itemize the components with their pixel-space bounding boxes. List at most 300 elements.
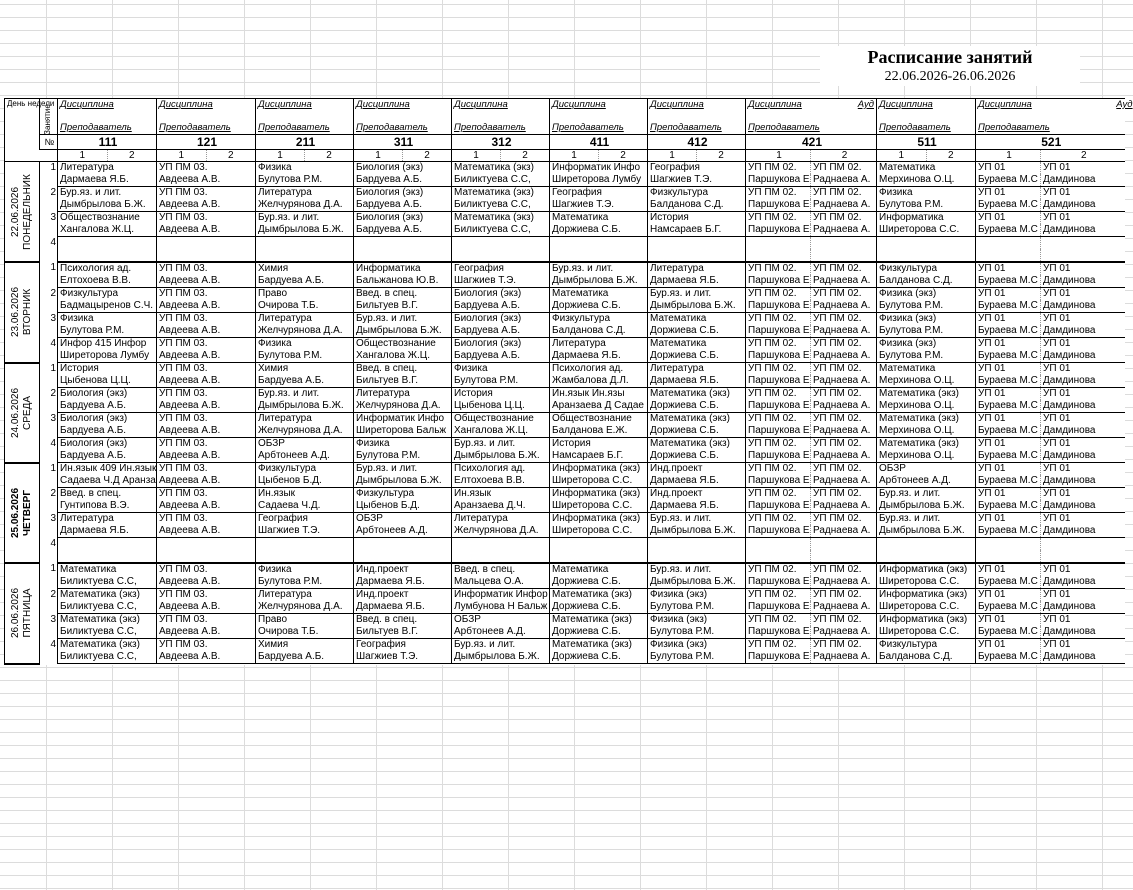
subgroup-number-part: 1: [178, 150, 185, 161]
teacher-cell: Дымбрылова Б.Ж.: [354, 475, 452, 488]
discipline-cell: Информатика (экз): [877, 614, 976, 627]
teacher-cell: Ширеторова С.С.: [877, 224, 976, 237]
teacher-cell: Мерхинова О.Ц.: [877, 375, 976, 388]
discipline-cell: Биология (экз): [452, 288, 550, 301]
discipline-cell: Литература: [58, 162, 157, 175]
teacher-cell: Раднаева А.: [811, 350, 877, 363]
discipline-cell: Математика (экз): [58, 639, 157, 652]
discipline-cell: УП 01: [1041, 338, 1125, 351]
group-number: 511: [877, 135, 976, 150]
discipline-cell: Информатика: [877, 212, 976, 225]
teacher-cell: Авдеева А.В.: [157, 475, 256, 488]
teacher-cell: Лумбунова Н Бальж: [452, 601, 550, 614]
discipline-cell: [811, 237, 877, 250]
discipline-cell: УП ПМ 02.: [746, 388, 811, 401]
discipline-cell: Право: [256, 614, 354, 627]
discipline-cell: Математика (экз): [648, 438, 746, 451]
schedule-table: [4, 98, 1133, 665]
teacher-cell: Шагжиев Т.Э.: [354, 651, 452, 664]
discipline-cell: УП 01: [976, 288, 1041, 301]
subgroup-number-part: 2: [926, 150, 976, 161]
discipline-label: Дисциплина: [879, 99, 933, 110]
lesson-row-teacher: [5, 375, 1125, 388]
lesson-col-header: [40, 99, 58, 135]
subgroup-number-part: 2: [500, 150, 549, 161]
teacher-cell: Паршукова Е: [746, 224, 811, 237]
discipline-cell: Физика (экз): [648, 614, 746, 627]
teacher-cell: Елтохоева В.В.: [58, 275, 157, 288]
discipline-cell: УП ПМ 02.: [811, 162, 877, 175]
teacher-cell: Дамдинова: [1041, 350, 1125, 363]
teacher-cell: Бураева М.С: [976, 224, 1041, 237]
subgroup-number-part: 1: [669, 150, 675, 161]
discipline-cell: УП ПМ 02.: [746, 313, 811, 326]
discipline-cell: УП 01: [976, 363, 1041, 376]
teacher-cell: Доржиева С.Б.: [550, 300, 648, 313]
discipline-cell: УП ПМ 02.: [811, 488, 877, 501]
discipline-cell: Информатик Инфо: [354, 413, 452, 426]
teacher-cell: [354, 249, 452, 262]
subgroup-number-part: 2: [598, 150, 647, 161]
teacher-cell: Авдеева А.В.: [157, 174, 256, 187]
discipline-cell: УП ПМ 03.: [157, 563, 256, 576]
subgroup-number-part: 2: [696, 150, 745, 161]
discipline-cell: УП ПМ 02.: [746, 563, 811, 576]
teacher-cell: Булутова Р.М.: [58, 325, 157, 338]
discipline-cell: Математика (экз): [452, 187, 550, 200]
teacher-cell: Булутова Р.М.: [256, 174, 354, 187]
discipline-cell: Психология ад.: [58, 262, 157, 275]
day-label: [10, 588, 34, 638]
lesson-row-teacher: [5, 350, 1125, 363]
discipline-cell: УП 01: [1041, 589, 1125, 602]
discipline-cell: Физика (экз): [877, 313, 976, 326]
teacher-cell: Дармаева Я.Б.: [58, 525, 157, 538]
lesson-row: [5, 639, 1125, 652]
discipline-cell: Бур.яз. и лит.: [452, 639, 550, 652]
discipline-cell: Литература: [648, 262, 746, 275]
teacher-cell: Доржиева С.Б.: [550, 224, 648, 237]
discipline-cell: УП ПМ 02.: [811, 363, 877, 376]
discipline-cell: Математика: [550, 288, 648, 301]
day-cell: [5, 463, 40, 564]
discipline-cell: Инд.проект: [648, 488, 746, 501]
teacher-cell: Доржиева С.Б.: [550, 626, 648, 639]
lesson-row-teacher: [5, 450, 1125, 463]
teacher-cell: Доржиева С.Б.: [648, 425, 746, 438]
group-number: 312: [452, 135, 550, 150]
discipline-cell: Математика (экз): [877, 413, 976, 426]
teacher-cell: Паршукова Е: [746, 174, 811, 187]
teacher-cell: Биликтуева С.С,: [58, 651, 157, 664]
teacher-cell: Раднаева А.: [811, 651, 877, 664]
teacher-cell: Раднаева А.: [811, 576, 877, 589]
group-header-cell: [746, 99, 877, 135]
teacher-cell: Булутова Р.М.: [256, 350, 354, 363]
date-range: 22.06.2026-26.06.2026: [884, 69, 1016, 84]
discipline-cell: Инд.проект: [648, 463, 746, 476]
lesson-row-teacher: [5, 249, 1125, 262]
teacher-cell: Бураева М.С: [976, 525, 1041, 538]
lesson-number: 1: [40, 563, 58, 589]
discipline-label: Дисциплина: [356, 99, 410, 110]
discipline-cell: УП 01: [1041, 438, 1125, 451]
teacher-cell: Гунтипова В.Э.: [58, 500, 157, 513]
discipline-cell: Физкультура: [648, 187, 746, 200]
day-date: 24.06.2026: [10, 387, 21, 438]
group-number-row: [5, 135, 1125, 150]
teacher-cell: Дармаева Я.Б.: [354, 601, 452, 614]
lesson-number: 4: [40, 538, 58, 564]
discipline-cell: УП ПМ 02.: [811, 463, 877, 476]
teacher-cell: Дамдинова: [1041, 626, 1125, 639]
teacher-label: Преподаватель: [879, 122, 951, 133]
teacher-cell: [58, 249, 157, 262]
discipline-cell: УП ПМ 02.: [746, 288, 811, 301]
teacher-label: Преподаватель: [650, 122, 722, 133]
discipline-cell: Математика (экз): [58, 589, 157, 602]
discipline-cell: УП ПМ 02.: [811, 438, 877, 451]
discipline-cell: Физкультура: [256, 463, 354, 476]
teacher-cell: Доржиева С.Б.: [550, 576, 648, 589]
teacher-cell: [746, 550, 811, 563]
lesson-row: [5, 338, 1125, 351]
teacher-cell: Арбтонеев А.Д.: [354, 525, 452, 538]
lesson-row: [5, 513, 1125, 526]
discipline-cell: Инд.проект: [354, 563, 452, 576]
lesson-number: 2: [40, 187, 58, 212]
subgroup-number-part: 1: [571, 150, 577, 161]
group-header-cell: [877, 99, 976, 135]
discipline-cell: УП ПМ 02.: [811, 639, 877, 652]
teacher-cell: Авдеева А.В.: [157, 425, 256, 438]
discipline-cell: УП ПМ 03.: [157, 187, 256, 200]
subgroup-number-part: 2: [304, 150, 353, 161]
lesson-number: 3: [40, 212, 58, 237]
teacher-cell: [976, 550, 1041, 563]
discipline-cell: Введ. в спец.: [354, 614, 452, 627]
discipline-cell: УП 01: [976, 338, 1041, 351]
teacher-cell: Дамдинова: [1041, 651, 1125, 664]
discipline-cell: Физика: [256, 338, 354, 351]
discipline-cell: Бур.яз. и лит.: [877, 513, 976, 526]
teacher-cell: Булутова Р.М.: [354, 450, 452, 463]
lesson-row: [5, 262, 1125, 275]
teacher-cell: Паршукова Е: [746, 325, 811, 338]
lesson-number: 1: [40, 262, 58, 288]
discipline-cell: Ин.язык: [452, 488, 550, 501]
teacher-cell: Елтохоева В.В.: [452, 475, 550, 488]
teacher-cell: Цыбенов Б.Д.: [354, 500, 452, 513]
group-number: 311: [354, 135, 452, 150]
teacher-cell: Булутова Р.М.: [452, 375, 550, 388]
teacher-cell: Авдеева А.В.: [157, 325, 256, 338]
discipline-cell: Физкультура: [354, 488, 452, 501]
lesson-row: [5, 237, 1125, 250]
teacher-cell: Булутова Р.М.: [877, 199, 976, 212]
discipline-cell: УП ПМ 02.: [746, 463, 811, 476]
discipline-cell: Бур.яз. и лит.: [354, 463, 452, 476]
lesson-row-teacher: [5, 525, 1125, 538]
teacher-cell: [976, 249, 1041, 262]
discipline-cell: УП ПМ 03.: [157, 338, 256, 351]
lesson-row: [5, 614, 1125, 627]
discipline-cell: География: [452, 262, 550, 275]
lesson-row: [5, 538, 1125, 551]
subgroup-number: [354, 150, 452, 162]
teacher-cell: Бураева М.С: [976, 300, 1041, 313]
discipline-cell: [976, 237, 1041, 250]
discipline-cell: УП ПМ 02.: [746, 513, 811, 526]
teacher-cell: Паршукова Е: [746, 500, 811, 513]
teacher-cell: Балданова С.Д.: [648, 199, 746, 212]
discipline-cell: Обществознание: [354, 338, 452, 351]
lesson-row: [5, 488, 1125, 501]
teacher-cell: Авдеева А.В.: [157, 350, 256, 363]
discipline-cell: Биология (экз): [354, 212, 452, 225]
discipline-cell: Бур.яз. и лит.: [648, 513, 746, 526]
discipline-cell: УП ПМ 02.: [746, 338, 811, 351]
lesson-number: 2: [40, 488, 58, 513]
discipline-cell: [976, 538, 1041, 551]
day-col-label: День недели: [7, 99, 55, 108]
teacher-cell: Бураева М.С: [976, 475, 1041, 488]
discipline-cell: География: [550, 187, 648, 200]
discipline-cell: Литература: [648, 363, 746, 376]
discipline-cell: УП 01: [1041, 262, 1125, 275]
teacher-cell: Булутова Р.М.: [648, 626, 746, 639]
num-label: №: [40, 135, 58, 150]
teacher-cell: Мерхинова О.Ц.: [877, 425, 976, 438]
discipline-cell: УП 01: [1041, 614, 1125, 627]
discipline-cell: [58, 538, 157, 551]
subgroup-number: 1: [746, 150, 811, 162]
teacher-cell: [550, 249, 648, 262]
teacher-cell: Паршукова Е: [746, 576, 811, 589]
discipline-cell: УП ПМ 02.: [811, 513, 877, 526]
teacher-cell: Бураева М.С: [976, 425, 1041, 438]
teacher-cell: Бураева М.С: [976, 651, 1041, 664]
discipline-cell: УП ПМ 02.: [746, 413, 811, 426]
subgroup-number-part: 2: [107, 150, 157, 161]
discipline-cell: [648, 538, 746, 551]
teacher-cell: Садаева Ч.Д Аранза: [58, 475, 157, 488]
subgroup-number-part: 2: [402, 150, 451, 161]
teacher-cell: Мерхинова О.Ц.: [877, 174, 976, 187]
discipline-cell: Физкультура: [877, 639, 976, 652]
teacher-cell: Раднаева А.: [811, 300, 877, 313]
teacher-cell: Дамдинова: [1041, 500, 1125, 513]
day-label: [10, 387, 34, 437]
discipline-cell: Физика (экз): [648, 589, 746, 602]
subgroup-number-part: 1: [277, 150, 283, 161]
teacher-cell: Бильтуев В.Г.: [354, 375, 452, 388]
discipline-cell: Математика: [550, 212, 648, 225]
discipline-cell: [157, 538, 256, 551]
teacher-label: Преподаватель: [159, 122, 231, 133]
teacher-cell: Дамдинова: [1041, 576, 1125, 589]
teacher-cell: Паршукова Е: [746, 375, 811, 388]
teacher-cell: Арбтонеев А.Д.: [256, 450, 354, 463]
discipline-cell: Информатика (экз): [550, 488, 648, 501]
teacher-cell: Булутова Р.М.: [648, 651, 746, 664]
teacher-cell: Дармаева Я.Б.: [550, 350, 648, 363]
teacher-cell: Желчурянова Д.А.: [256, 199, 354, 212]
teacher-cell: Дамдинова: [1041, 224, 1125, 237]
discipline-cell: Химия: [256, 363, 354, 376]
teacher-cell: Дамдинова: [1041, 400, 1125, 413]
day-label: [10, 287, 34, 337]
teacher-cell: Бураева М.С: [976, 174, 1041, 187]
sub-blank: [40, 150, 58, 162]
teacher-cell: Булутова Р.М.: [877, 325, 976, 338]
day-name: ПЯТНИЦА: [22, 588, 33, 638]
lesson-number: 3: [40, 413, 58, 438]
subgroup-number: [550, 150, 648, 162]
teacher-cell: [811, 249, 877, 262]
teacher-cell: Мальцева О.А.: [452, 576, 550, 589]
teacher-cell: Хангалова Ж.Ц.: [58, 224, 157, 237]
discipline-cell: УП 01: [1041, 212, 1125, 225]
discipline-cell: Математика: [550, 563, 648, 576]
discipline-cell: УП 01: [1041, 313, 1125, 326]
teacher-cell: Бардуева А.Б.: [256, 651, 354, 664]
lesson-number: 3: [40, 313, 58, 338]
teacher-cell: Дармаева Я.Б.: [354, 576, 452, 589]
lesson-row: [5, 463, 1125, 476]
teacher-cell: Балданова С.Д.: [877, 275, 976, 288]
teacher-cell: [811, 550, 877, 563]
teacher-cell: Дамдинова: [1041, 199, 1125, 212]
teacher-cell: Цыбенова Ц.Ц.: [452, 400, 550, 413]
teacher-cell: Биликтуева С.С,: [58, 626, 157, 639]
schedule-header: [820, 46, 1080, 86]
group-number: 421: [746, 135, 877, 150]
teacher-cell: Биликтуева С.С,: [452, 174, 550, 187]
lesson-number: 1: [40, 162, 58, 187]
teacher-label: Преподаватель: [60, 122, 132, 133]
discipline-cell: УП 01: [976, 639, 1041, 652]
teacher-cell: Раднаева А.: [811, 450, 877, 463]
day-name: ПОНЕДЕЛЬНИК: [22, 173, 33, 250]
discipline-cell: УП ПМ 03.: [157, 589, 256, 602]
teacher-cell: [648, 249, 746, 262]
day-name: ЧЕТВЕРГ: [22, 489, 33, 536]
discipline-cell: УП ПМ 02.: [746, 262, 811, 275]
teacher-cell: Бураева М.С: [976, 601, 1041, 614]
teacher-cell: Садаева Ч.Д.: [256, 500, 354, 513]
discipline-cell: Обществознание: [58, 212, 157, 225]
page-title: Расписание занятий: [867, 47, 1033, 67]
teacher-cell: Дармаева Я.Б.: [648, 475, 746, 488]
discipline-cell: [877, 538, 976, 551]
teacher-cell: Дамдинова: [1041, 375, 1125, 388]
lesson-row-teacher: [5, 651, 1125, 664]
discipline-cell: История: [550, 438, 648, 451]
discipline-label: Дисциплина: [454, 99, 508, 110]
lesson-number: 4: [40, 237, 58, 263]
teacher-cell: Цыбенов Б.Д.: [256, 475, 354, 488]
teacher-cell: Желчурянова Д.А.: [256, 601, 354, 614]
discipline-cell: [256, 538, 354, 551]
discipline-cell: Математика: [648, 313, 746, 326]
discipline-cell: Информатика (экз): [550, 513, 648, 526]
teacher-cell: Намсараев Б.Г.: [550, 450, 648, 463]
lesson-row: [5, 288, 1125, 301]
teacher-cell: Доржиева С.Б.: [550, 651, 648, 664]
discipline-cell: ОБЗР: [354, 513, 452, 526]
teacher-cell: Авдеева А.В.: [157, 525, 256, 538]
discipline-cell: УП 01: [976, 262, 1041, 275]
lesson-number: 2: [40, 589, 58, 614]
teacher-cell: Дамдинова: [1041, 275, 1125, 288]
teacher-cell: Бардуева А.Б.: [452, 350, 550, 363]
teacher-cell: Бильтуев В.Г.: [354, 300, 452, 313]
discipline-cell: УП ПМ 02.: [746, 438, 811, 451]
lesson-number: 4: [40, 639, 58, 664]
group-number: 412: [648, 135, 746, 150]
discipline-label: Дисциплина: [978, 99, 1032, 110]
discipline-cell: Литература: [256, 589, 354, 602]
teacher-cell: Раднаева А.: [811, 400, 877, 413]
lesson-row-teacher: [5, 550, 1125, 563]
lesson-row-teacher: [5, 300, 1125, 313]
lesson-row: [5, 589, 1125, 602]
discipline-cell: Литература: [256, 313, 354, 326]
discipline-cell: Математика (экз): [648, 388, 746, 401]
lesson-row: [5, 363, 1125, 376]
teacher-cell: Раднаева А.: [811, 500, 877, 513]
discipline-cell: Физкультура: [550, 313, 648, 326]
lesson-number: 4: [40, 438, 58, 463]
teacher-cell: Булутова Р.М.: [877, 300, 976, 313]
teacher-cell: Раднаева А.: [811, 224, 877, 237]
discipline-cell: Химия: [256, 639, 354, 652]
day-name: ВТОРНИК: [22, 289, 33, 336]
discipline-cell: УП 01: [1041, 639, 1125, 652]
teacher-cell: Дымбрылова Б.Ж.: [648, 576, 746, 589]
discipline-cell: УП 01: [1041, 187, 1125, 200]
discipline-cell: Информатика: [354, 262, 452, 275]
discipline-cell: [1041, 237, 1125, 250]
teacher-cell: Дымбрылова Б.Ж.: [877, 500, 976, 513]
teacher-cell: Дамдинова: [1041, 450, 1125, 463]
group-header-cell: [256, 99, 354, 135]
teacher-cell: Дамдинова: [1041, 325, 1125, 338]
teacher-cell: Авдеева А.В.: [157, 375, 256, 388]
group-number: 411: [550, 135, 648, 150]
lesson-row-teacher: [5, 224, 1125, 237]
teacher-cell: Дармаева Я.Б.: [648, 500, 746, 513]
teacher-cell: Биликтуева С.С,: [452, 224, 550, 237]
teacher-cell: Булутова Р.М.: [256, 576, 354, 589]
discipline-cell: Ин.язык Ин.язы: [550, 388, 648, 401]
discipline-cell: УП ПМ 02.: [811, 187, 877, 200]
teacher-cell: Паршукова Е: [746, 626, 811, 639]
teacher-cell: Дымбрылова Б.Ж.: [58, 199, 157, 212]
discipline-cell: УП 01: [1041, 413, 1125, 426]
teacher-cell: Бардуева А.Б.: [256, 375, 354, 388]
discipline-cell: [746, 538, 811, 551]
discipline-label: Дисциплина: [159, 99, 213, 110]
discipline-cell: [550, 237, 648, 250]
teacher-cell: Цыбенова Ц.Ц.: [58, 375, 157, 388]
discipline-cell: Математика (экз): [452, 212, 550, 225]
discipline-cell: УП ПМ 02.: [811, 614, 877, 627]
group-header-cell: [354, 99, 452, 135]
discipline-cell: Математика: [877, 162, 976, 175]
discipline-cell: Физика (экз): [877, 338, 976, 351]
